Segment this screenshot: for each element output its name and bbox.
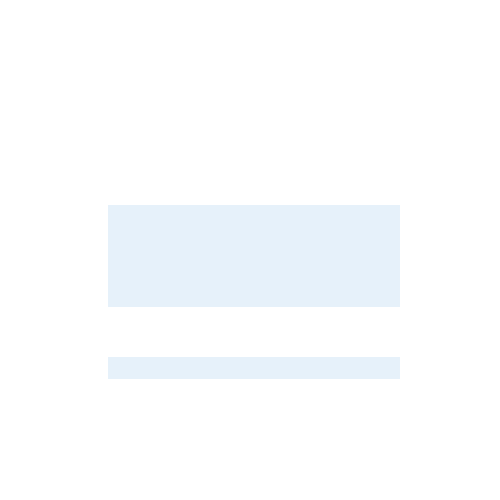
page-header	[0, 18, 408, 30]
note-box-2	[108, 357, 400, 379]
note-box	[108, 205, 400, 307]
